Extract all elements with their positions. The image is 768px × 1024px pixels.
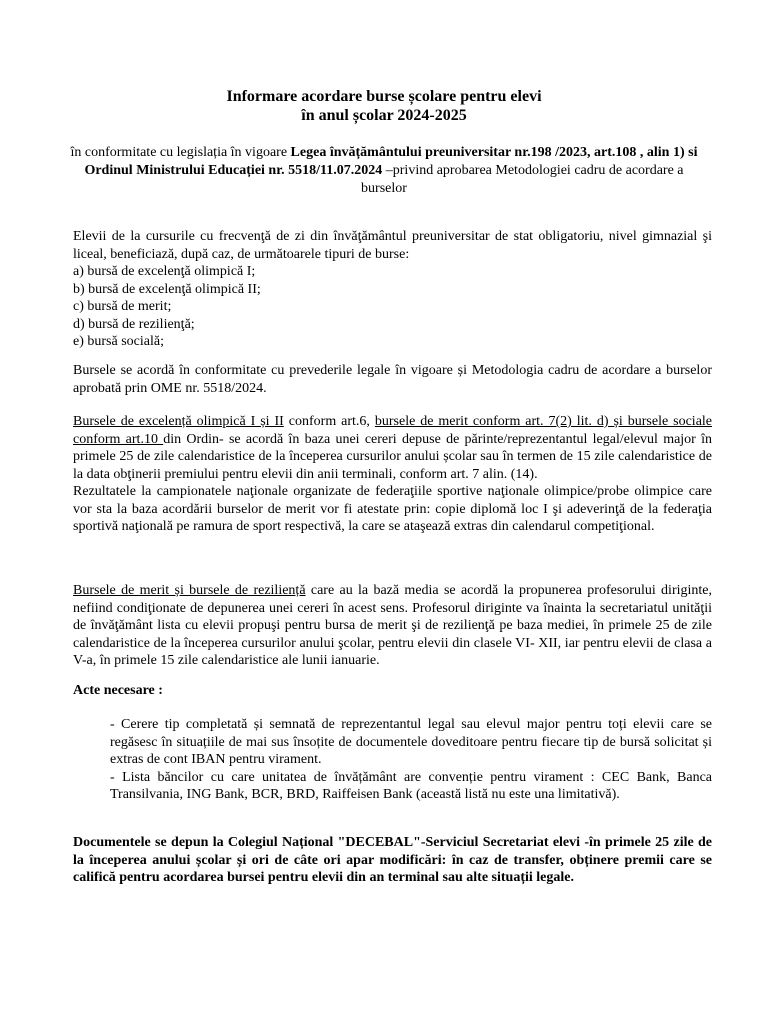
scholarship-type-item: c) bursă de merit; [73, 299, 172, 314]
title-line-2: în anul școlar 2024-2025 [301, 107, 467, 124]
intro-law-reference: Legea învățământului preuniversitar nr.198 /2023, art.108 , alin 1) si Ordinul Ministrului Educației nr. 5518/11.07.2024 [84, 145, 698, 178]
excellence-paragraph [73, 413, 712, 483]
merit-social-scholarships-label: bursele de merit conform art. 7(2) lit. d) și bursele sociale conform art.10 [73, 414, 713, 447]
eligibility-text: Elevii de la cursurile cu frecvenţă de zi din învăţământul preuniversitar de stat obligatoriu, nivel gimnazial şi liceal, beneficiază, după caz, de următoarele tipuri de burse: [73, 229, 712, 262]
required-document-item: - Cerere tip completată și semnată de reprezentantul legal sau elevul major pentru toți elevii care se regăsesc în situațiile de mai sus însoțite de documentele doveditoare pentru fiecare tip de bursă solicitat și extras de cont IBAN pentru virament. [110, 717, 712, 767]
intro-suffix: –privind aprobarea Metodologiei cadru de acordare a burselor [361, 163, 684, 196]
required-document-item: - Lista băncilor cu care unitatea de învățământ are convenție pentru virament : CEC Bank, Banca Transilvania, ING Bank, BCR, BRD, Raiffeisen Bank (această listă nu este una limitativă). [110, 769, 712, 802]
submission-notice: Documentele se depun la Colegiul Național "DECEBAL"-Serviciul Secretariat elevi -în primele 25 zile de la începerea anului școlar și ori de câte ori apar modificări: în caz de transfer, obținere premii care se califică pentru acordarea bursei pentru elevii din an terminal sau alte situații legale. [73, 835, 712, 885]
merit-resilience-section [73, 582, 712, 670]
excellence-text-2: din Ordin- se acordă în baza unei cereri depuse de părinte/reprezentantul legal/elevul major în primele 25 de zile calendaristice de la începerea cursurilor anului școlar sau în termen de 15 zile calendaristice de la data obţinerii premiului pentru elevii din anii terminali, conform art. 7 alin. (14). [73, 431, 712, 482]
scholarship-type-item: b) bursă de excelenţă olimpică II; [73, 281, 261, 297]
merit-resilience-text: care au la bază media se acordă la propunerea profesorului diriginte, nefiind condiţionate de depunerea unei cereri în acest sens. Profesorul diriginte va înainta la secretariatul unităţii de învăţământ lista cu elevii propuşi pentru bursa de merit şi de rezilienţă pe baza mediei, în primele 25 de zile calendaristice de la începerea cursurilor anului şcolar, pentru elevii din clasele VI- XII, iar pentru elevii de clasa a V-a, în primele 15 zile calendaristice ale lunii ianuarie. [73, 583, 712, 668]
intro-prefix: în conformitate cu legislația în vigoare [70, 145, 291, 160]
merit-resilience-paragraph [73, 582, 712, 670]
excellence-scholarships-label: Bursele de excelență olimpică I și II [73, 414, 284, 429]
required-documents-list [110, 716, 712, 804]
legal-intro [60, 144, 708, 198]
legal-basis-section [73, 362, 712, 397]
merit-resilience-label: Bursele de merit și bursele de reziliență [73, 583, 306, 598]
excellence-section [73, 413, 712, 536]
excellence-text-1: conform art.6, [283, 414, 375, 429]
scholarship-type-item: a) bursă de excelenţă olimpică I; [73, 264, 256, 279]
legal-basis-text: Bursele se acordă în conformitate cu prevederile legale în vigoare și Metodologia cadru de acordare a burselor aprobată prin OME nr. 5518/2024. [73, 363, 712, 396]
document-title [0, 87, 768, 125]
title-line-1: Informare acordare burse școlare pentru elevi [226, 88, 542, 105]
scholarship-type-item: e) bursă socială; [73, 334, 164, 349]
scholarship-type-item: d) bursă de rezilienţă; [73, 316, 195, 332]
required-documents-heading: Acte necesare : [73, 683, 163, 698]
eligibility-section [73, 228, 712, 351]
sports-results-paragraph: Rezultatele la campionatele naţionale organizate de federaţiile sportive naţionale olimpice/probe olimpice care vor sta la baza acordării burselor de merit vor fi atestate prin: copie diplomă loc I şi adeverinţă de la federaţia sportivă naţională pe ramura de sport respectivă, la care se ataşează extras din calendarul competiţional. [73, 484, 712, 534]
